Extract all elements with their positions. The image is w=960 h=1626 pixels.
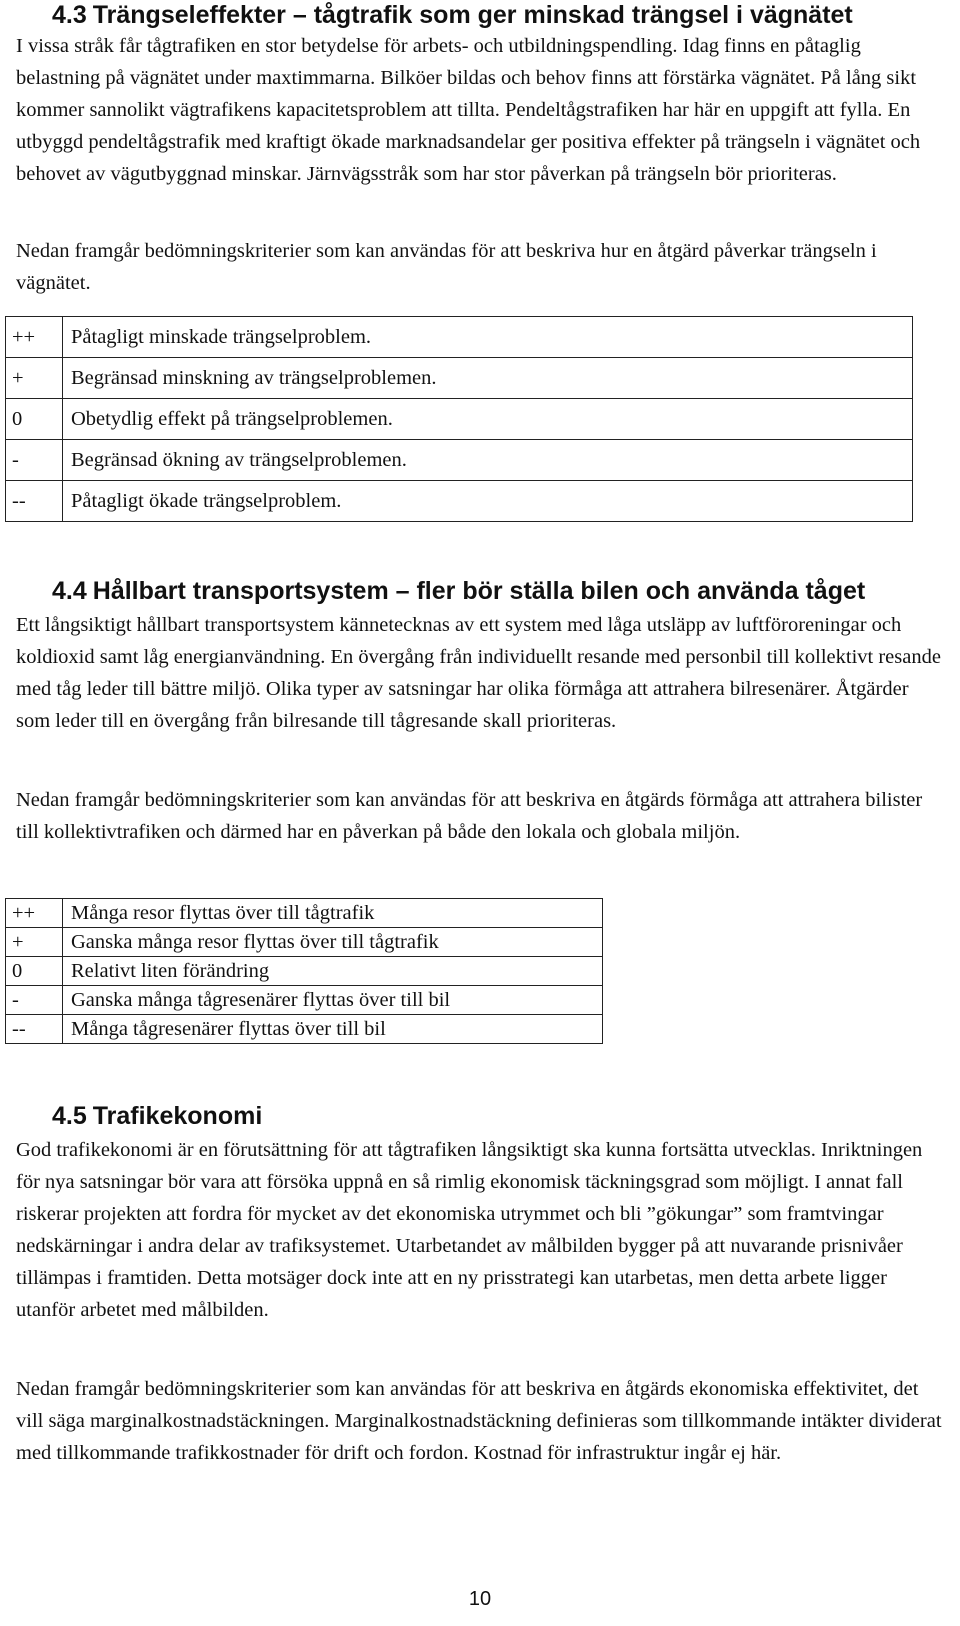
section-heading-4-5	[52, 1101, 262, 1131]
section-title: Trängseleffekter – tågtrafik som ger minskad trängsel i vägnätet	[92, 1, 853, 29]
criteria-symbol: 0	[6, 399, 63, 440]
criteria-symbol: ++	[6, 899, 63, 928]
section-heading-4-3	[52, 0, 853, 30]
criteria-symbol: -	[6, 440, 63, 481]
paragraph: Nedan framgår bedömningskriterier som kan användas för att beskriva en åtgärds ekonomiska effektivitet, det vill säga marginalkostnadstäckningen. Marginalkostnadstäckning definieras som tillkommande intäkter dividerat med tillkommande trafikkostnader för drift och fordon. Kostnad för infrastruktur ingår ej här.	[16, 1378, 942, 1464]
table-row	[6, 399, 913, 440]
criteria-text: Begränsad minskning av trängselproblemen.	[63, 358, 913, 399]
criteria-text: Begränsad ökning av trängselproblemen.	[63, 440, 913, 481]
criteria-symbol: +	[6, 928, 63, 957]
table-row	[6, 1015, 603, 1044]
paragraph: I vissa stråk får tågtrafiken en stor betydelse för arbets- och utbildningspendling. Idag finns en påtaglig belastning på vägnätet under maxtimmarna. Bilköer bildas och behov finns att förstärka vägnätet. På lång sikt kommer sannolikt vägtrafikens kapacitetsproblem att tillta. Pendeltågstrafiken har här en uppgift att fylla. En utbyggd pendeltågstrafik med kraftigt ökade marknadsandelar ger positiva effekter på trängseln i vägnätet och behovet av vägutbyggnad minskar. Järnvägsstråk som har stor påverkan på trängseln bör prioriteras.	[16, 35, 921, 185]
criteria-text: Obetydlig effekt på trängselproblemen.	[63, 399, 913, 440]
criteria-text: Ganska många tågresenärer flyttas över till bil	[63, 986, 603, 1015]
section-title: Hållbart transportsystem – fler bör ställa bilen och använda tåget	[92, 577, 866, 605]
table-row	[6, 358, 913, 399]
paragraph: Nedan framgår bedömningskriterier som kan användas för att beskriva hur en åtgärd påverkar trängseln i vägnätet.	[16, 240, 877, 294]
criteria-symbol: ++	[6, 317, 63, 358]
criteria-symbol: 0	[6, 957, 63, 986]
criteria-table-sustainability	[5, 898, 603, 1044]
table-row	[6, 899, 603, 928]
criteria-text: Många resor flyttas över till tågtrafik	[63, 899, 603, 928]
criteria-text: Påtagligt ökade trängselproblem.	[63, 481, 913, 522]
criteria-table-congestion	[5, 316, 913, 522]
criteria-symbol: --	[6, 481, 63, 522]
paragraph: God trafikekonomi är en förutsättning för att tågtrafiken långsiktigt ska kunna fortsätta utvecklas. Inriktningen för nya satsningar bör vara att försöka uppnå en så rimlig ekonomisk täckningsgrad som möjligt. I annat fall riskerar projekten att fordra för mycket av det ekonomiska utrymmet och bli ”gökungar” som framtvingar nedskärningar i andra delar av trafiksystemet. Utarbetandet av målbilden bygger på att nuvarande prisnivåer tillämpas i framtiden. Detta motsäger dock inte att en ny prisstrategi kan utarbetas, men detta arbete ligger utanför arbetet med målbilden.	[16, 1139, 923, 1321]
section-title: Trafikekonomi	[92, 1102, 263, 1130]
section-heading-4-4	[52, 576, 865, 606]
table-row	[6, 481, 913, 522]
criteria-text: Många tågresenärer flyttas över till bil	[63, 1015, 603, 1044]
table-row	[6, 928, 603, 957]
paragraph: Nedan framgår bedömningskriterier som kan användas för att beskriva en åtgärds förmåga att attrahera bilister till kollektivtrafiken och därmed har en påverkan på både den lokala och globala miljön.	[16, 789, 923, 843]
table-row	[6, 317, 913, 358]
table-row	[6, 957, 603, 986]
table-row	[6, 986, 603, 1015]
section-number: 4.3	[52, 1, 87, 29]
section-number: 4.4	[52, 577, 87, 605]
table-row	[6, 440, 913, 481]
criteria-symbol: -	[6, 986, 63, 1015]
page-number: 10	[468, 1588, 492, 1610]
section-number: 4.5	[52, 1102, 87, 1130]
criteria-text: Ganska många resor flyttas över till tågtrafik	[63, 928, 603, 957]
paragraph: Ett långsiktigt hållbart transportsystem kännetecknas av ett system med låga utsläpp av luftföroreningar och koldioxid samt låg energianvändning. En övergång från individuellt resande med personbil till kollektivt resande med tåg leder till bättre miljö. Olika typer av satsningar har olika förmåga att attrahera bilresenärer. Åtgärder som leder till en övergång från bilresande till tågresande skall prioriteras.	[16, 614, 941, 732]
criteria-symbol: +	[6, 358, 63, 399]
criteria-text: Relativt liten förändring	[63, 957, 603, 986]
criteria-symbol: --	[6, 1015, 63, 1044]
criteria-text: Påtagligt minskade trängselproblem.	[63, 317, 913, 358]
